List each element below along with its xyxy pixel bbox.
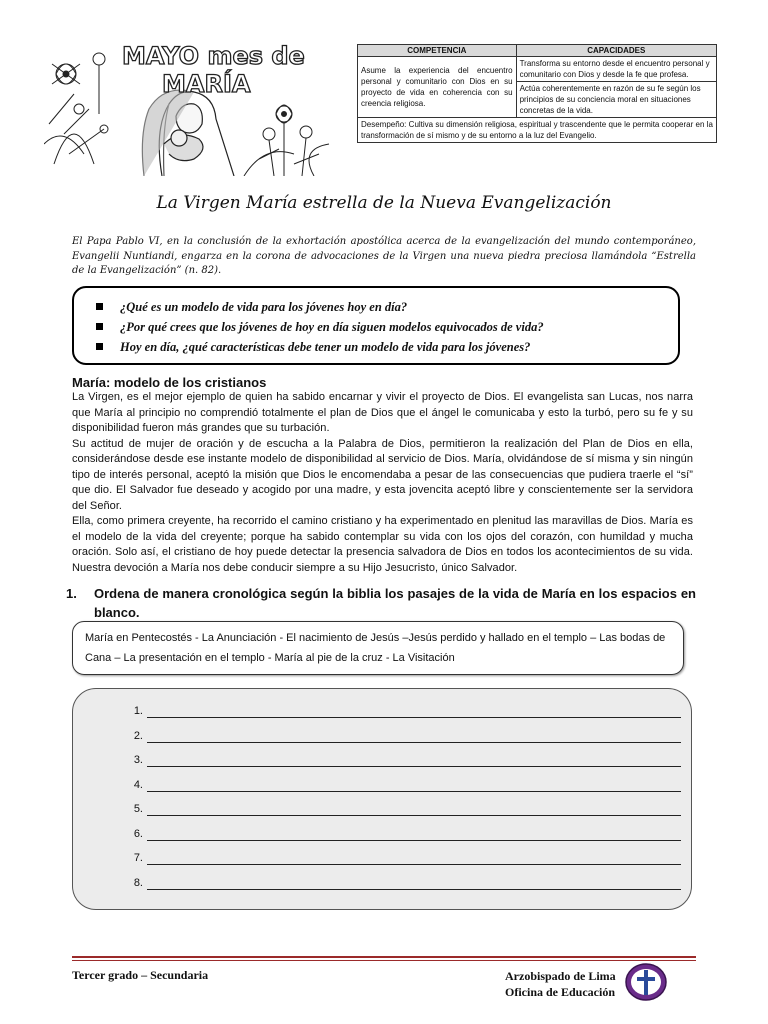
bullet-icon (96, 323, 103, 330)
capacidad-2-cell: Actúa coherentemente en razón de su fe según los principios de su conciencia moral en situaciones concretas de la vida. (516, 82, 716, 118)
section-title: María: modelo de los cristianos (72, 375, 267, 390)
body-paragraph: Su actitud de mujer de oración y de escucha a la Palabra de Dios, permitieron la realización del Plan de Dios en ella, considerándose desde ese instante modelo de disponibilidad al servicio de Dios. María, olvidándose de sí misma y sin ningún tipo de interés personal, aceptó la misión que Dios le encomendaba a pesar de las consecuencias que pudiera traerle el “sí” que dio. El Salvador fue deseado y acogido por una madre, y esta jovencita aceptó libre y conscientemente ser la servidora del Señor. (72, 437, 693, 512)
answer-line[interactable]: 8. (121, 877, 681, 893)
events-list-box: María en Pentecostés - La Anunciación - El nacimiento de Jesús –Jesús perdido y hallado en el templo – Las bodas de Cana – La presentación en el templo - María al pie de la cruz - La Visitación (72, 621, 684, 675)
competencia-header: COMPETENCIA (358, 45, 517, 57)
competency-table (357, 44, 717, 143)
answer-line[interactable]: 4. (121, 779, 681, 795)
footer-grade: Tercer grado – Secundaria (72, 968, 209, 982)
bullet-icon (96, 343, 103, 350)
question-text: ¿Por qué crees que los jóvenes de hoy en día siguen modelos equivocados de vida? (120, 320, 544, 334)
answer-line[interactable]: 2. (121, 730, 681, 746)
footer-institution (505, 968, 616, 1000)
question-item (96, 317, 664, 337)
footer-institution-line1: Arzobispado de Lima (505, 969, 616, 983)
intro-paragraph: El Papa Pablo VI, en la conclusión de la exhortación apostólica acerca de la evangelización del mundo contemporáneo, Evangelii Nuntiandi, engarza en la corona de advocaciones de la Virgen una nueva piedra preciosa llamándola “Estrella de la Evangelización” (n. 82). (72, 236, 696, 276)
answer-line[interactable]: 1. (121, 705, 681, 721)
questions-box (72, 286, 680, 365)
answer-line[interactable]: 6. (121, 828, 681, 844)
body-paragraph: La Virgen, es el mejor ejemplo de quien ha sabido encarnar y vivir el proyecto de Dios. El evangelista san Lucas, nos narra que María al principio no comprendió totalmente el plan de Dios que el ángel le comunicaba y esto la turbó, pero su fe y su disponibilidad fueron más grandes que su turbación. (72, 391, 693, 434)
answer-line[interactable]: 5. (121, 803, 681, 819)
header-illustration (44, 34, 334, 176)
capacidades-header: CAPACIDADES (516, 45, 716, 57)
capacidad-1-cell: Transforma su entorno desde el encuentro personal y comunitario con Dios y desde la fe que profesa. (516, 57, 716, 82)
question-item (96, 297, 664, 317)
banner-line2: MARÍA (162, 70, 251, 98)
banner-line1: MAYO mes de (122, 42, 305, 70)
answer-box (72, 688, 692, 910)
question-item (96, 337, 664, 357)
competencia-cell: Asume la experiencia del encuentro personal y comunitario con Dios en su proyecto de vida en coherencia con su creencia religiosa. (358, 57, 517, 118)
archdiocese-logo-icon (624, 962, 668, 1002)
bullet-icon (96, 303, 103, 310)
activity-instruction (66, 584, 696, 622)
footer-divider (72, 956, 696, 958)
desempeno-cell: Desempeño: Cultiva su dimensión religiosa, espiritual y trascendente que le permita cooperar en la transformación de sí mismo y de su entorno a la luz del Evangelio. (358, 118, 717, 143)
question-text: Hoy en día, ¿qué características debe tener un modelo de vida para los jóvenes? (120, 340, 531, 354)
page-title: La Virgen María estrella de la Nueva Evangelización (156, 193, 612, 213)
activity-number: 1. (66, 586, 77, 601)
body-text (72, 390, 693, 576)
footer-institution-line2: Oficina de Educación (505, 985, 616, 999)
activity-text: Ordena de manera cronológica según la biblia los pasajes de la vida de María en los espacios en blanco. (94, 586, 696, 620)
answer-line[interactable]: 7. (121, 852, 681, 868)
question-text: ¿Qué es un modelo de vida para los jóvenes hoy en día? (120, 300, 408, 314)
footer-divider (72, 960, 696, 961)
answer-line[interactable]: 3. (121, 754, 681, 770)
body-paragraph: Ella, como primera creyente, ha recorrido el camino cristiano y ha experimentado en plenitud las maravillas de Dios. María es el modelo de la vida del creyente; porque ha sabido contemplar su vida con los ojos del corazón, con humildad y mucha oración. Solo así, el cristiano de hoy puede detectar la presencia salvadora de Dios en todos los acontecimientos de su vida. Nuestra devoción a María nos debe conducir siempre a su Hijo Jesucristo, único Salvador. (72, 515, 693, 574)
